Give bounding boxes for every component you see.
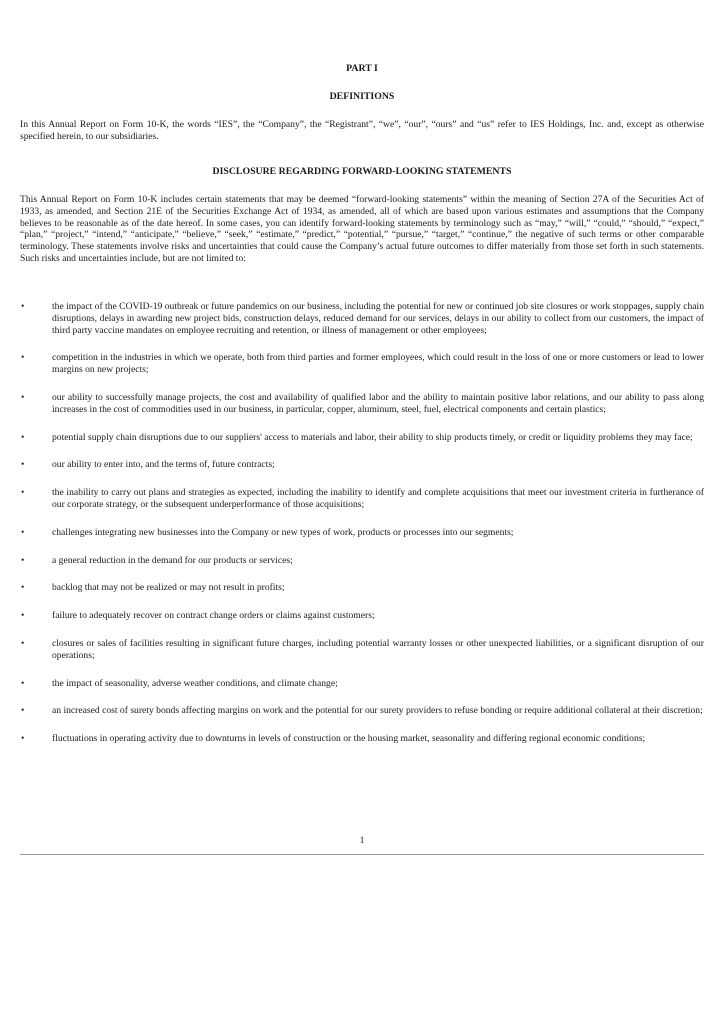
part-title: PART I (346, 63, 378, 74)
list-item-text: our ability to successfully manage projects, the cost and availability of qualified labor and the ability to maintain positive labor relations, and our ability to pass along increases in the cost of commodities used in our business, in particular, copper, aluminum, steel, fuel, electrical components and certain plastics; (52, 391, 704, 415)
list-item (20, 610, 704, 622)
list-item-text: failure to adequately recover on contract change orders or claims against customers; (52, 610, 375, 622)
definitions-heading: DEFINITIONS (329, 91, 395, 102)
bullet-icon: • (21, 733, 25, 745)
definitions-paragraph: In this Annual Report on Form 10-K, the words “IES”, the “Company”, the “Registrant”, “we”, “our”, “ours” and “us” refer to IES Holdings, Inc. and, except as otherwise specified herein, to our subsidiaries. (20, 119, 704, 142)
list-item-text: backlog that may not be realized or may not result in profits; (52, 582, 285, 594)
page-number: 1 (359, 835, 365, 846)
list-item-text: the impact of the COVID-19 outbreak or future pandemics on our business, including the potential for new or continued job site closures or work stoppages, supply chain disruptions, delays in awarding new project bids, construction delays, reduced demand for our services, delays in our ability to collect from our customers, the impact of third party vaccine mandates on employee recruiting and retention, or illness of management or other employees; (52, 301, 704, 336)
list-item-text: the impact of seasonality, adverse weather conditions, and climate change; (52, 677, 338, 689)
list-item (20, 555, 704, 567)
list-item-text: closures or sales of facilities resulting in significant future charges, including potential warranty losses or other unexpected liabilities, or a significant disruption of our operations; (52, 637, 704, 661)
bullet-icon: • (21, 431, 25, 443)
risk-list (20, 301, 704, 761)
list-item (20, 705, 704, 717)
list-item (20, 638, 704, 662)
list-item (20, 459, 704, 471)
list-item (20, 352, 704, 376)
list-item (20, 678, 704, 690)
forward-looking-statements-heading: DISCLOSURE REGARDING FORWARD-LOOKING STATEMENTS (212, 166, 512, 177)
bullet-icon: • (21, 705, 25, 717)
list-item (20, 733, 704, 745)
bullet-icon: • (21, 677, 25, 689)
bullet-icon: • (21, 582, 25, 594)
bullet-icon: • (21, 391, 25, 403)
list-item (20, 432, 704, 444)
list-item-text: an increased cost of surety bonds affecting margins on work and the potential for our surety providers to refuse bonding or require additional collateral at their discretion; (52, 705, 703, 717)
bullet-icon: • (21, 554, 25, 566)
list-item (20, 487, 704, 511)
bullet-icon: • (21, 487, 25, 499)
list-item-text: competition in the industries in which we operate, both from third parties and former employees, which could result in the loss of one or more customers or lead to lower margins on new projects; (52, 352, 704, 376)
bullet-icon: • (21, 352, 25, 364)
bullet-icon: • (21, 637, 25, 649)
list-item (20, 527, 704, 539)
list-item (20, 301, 704, 336)
list-item (20, 582, 704, 594)
list-item-text: a general reduction in the demand for our products or services; (52, 554, 293, 566)
list-item-text: our ability to enter into, and the terms of, future contracts; (52, 459, 275, 471)
bullet-icon: • (21, 526, 25, 538)
list-item-text: the inability to carry out plans and strategies as expected, including the inability to identify and complete acquisitions that meet our investment criteria in furtherance of our corporate strategy, or the subsequent underperformance of those acquisitions; (52, 487, 704, 510)
list-item (20, 392, 704, 416)
bullet-icon: • (21, 610, 25, 622)
footer-divider (20, 854, 704, 855)
bullet-icon: • (21, 459, 25, 471)
bullet-icon: • (21, 301, 25, 312)
list-item-text: challenges integrating new businesses into the Company or new types of work, products or processes into our segments; (52, 526, 514, 538)
list-item-text: fluctuations in operating activity due to downturns in levels of construction or the housing market, seasonality and differing regional economic conditions; (52, 733, 646, 745)
forward-looking-statements-paragraph: This Annual Report on Form 10-K includes certain statements that may be deemed “forward-looking statements” within the meaning of Section 27A of the Securities Act of 1933, as amended, and Section 21E of the Securities Exchange Act of 1934, as amended, all of which are based upon various estimates and assumptions that the Company believes to be reasonable as of the date hereof. In some cases, you can identify forward-looking statements by terminology such as “may,” “will,” “could,” “should,” “expect,” “plan,” “project,” “intend,” “anticipate,” “believe,” “seek,” “estimate,” “predict,” “potential,” “pursue,” “target,” “continue,” the negative of such terms or other comparable terminology. These statements involve risks and uncertainties that could cause the Company’s actual future outcomes to differ materially from those set forth in such statements. Such risks and uncertainties include, but are not limited to: (20, 194, 704, 264)
list-item-text: potential supply chain disruptions due to our suppliers' access to materials and labor, their ability to ship products timely, or credit or liquidity problems they may face; (52, 431, 693, 443)
